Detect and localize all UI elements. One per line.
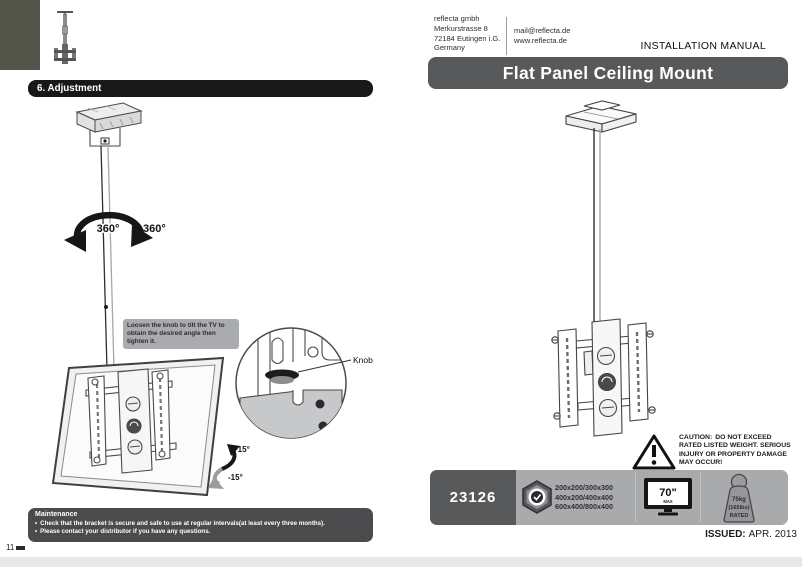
section-title: 6. Adjustment [37,83,102,94]
tv-size-max-label: MAX [663,499,673,504]
vesa-size-line: 200x200/300x300 [555,483,613,492]
tilt-down-label: -15° [228,473,243,482]
weight-rated: RATED [729,513,749,519]
page-number [6,543,25,552]
weight-rating-icon [712,473,766,523]
mount-diagram [430,95,802,470]
issued-date [705,529,797,540]
issued-label: ISSUED: [705,529,746,540]
ceiling-slab-drawing [77,103,141,132]
tilt-up-label: +15° [233,445,250,454]
model-number: 23126 [430,470,516,525]
vesa-sizes [555,483,613,512]
maintenance-item: • Please contact your distributor if you have any questions. [35,528,366,536]
caution-text [679,434,791,467]
rotation-label-outer: 360° [143,223,166,235]
vesa-size-line: 400x200/400x400 [555,492,613,502]
tv-size-icon [643,477,693,522]
page-edge [0,557,802,567]
rotation-label-inner: 360° [96,223,120,235]
doc-type-label: INSTALLATION MANUAL [640,40,766,52]
page-title: Flat Panel Ceiling Mount [502,62,714,83]
caution-body: DO NOT EXCEED RATED LISTED WEIGHT. SERIOUS INJURY OR PROPERTY DAMAGE MAY OCCUR! [679,434,791,466]
page-number-value: 11 [6,543,15,552]
company-street: Merkurstrasse 8 [434,23,488,33]
company-email: mail@reflecta.de [514,26,571,35]
page-title-bar [428,57,788,89]
company-city: 72184 Eutingen i.G. [434,33,501,43]
product-thumbnail-icon [45,4,85,68]
rotation-arrow-icon [64,215,166,252]
vesa-size-line: 600x400/800x400 [555,502,613,512]
page-number-mark [16,546,25,550]
issued-value: APR. 2013 [748,529,797,540]
tilt-arrow-icon [208,444,250,489]
company-name: reflecta gmbh [434,14,480,23]
tv-size-value: 70" [659,487,677,499]
maintenance-title: Maintenance [35,511,78,518]
company-contact [514,26,570,46]
knob-label: Knob [353,355,373,365]
tv-bracket-drawing [86,369,176,473]
caution-label: CAUTION: [679,434,713,441]
maintenance-note [28,508,373,542]
instruction-note: Loosen the knob to tilt the TV to obtain the desired angle then tighten it. [123,319,239,349]
header-divider [506,17,507,55]
corner-block [0,0,40,70]
knob-callout [236,328,373,440]
weight-kg: 75kg [732,497,746,503]
pole-drawing-right [594,128,600,322]
company-website: www.reflecta.de [514,35,567,45]
adjustment-diagram [0,95,420,515]
warning-triangle-icon [634,436,674,468]
spec-divider [635,473,636,522]
vesa-icon [519,479,555,515]
maintenance-item: • Check that the bracket is secure and safe to use at regular intervals(at least every three months). [35,520,366,528]
spec-divider [700,473,701,522]
weight-lbs: (165lbs) [728,505,750,511]
company-address [434,14,500,53]
pole-drawing [101,146,114,370]
company-country: Germany [434,43,465,53]
bracket-assembly-drawing [552,319,655,436]
ceiling-mount-top-drawing [566,101,636,132]
